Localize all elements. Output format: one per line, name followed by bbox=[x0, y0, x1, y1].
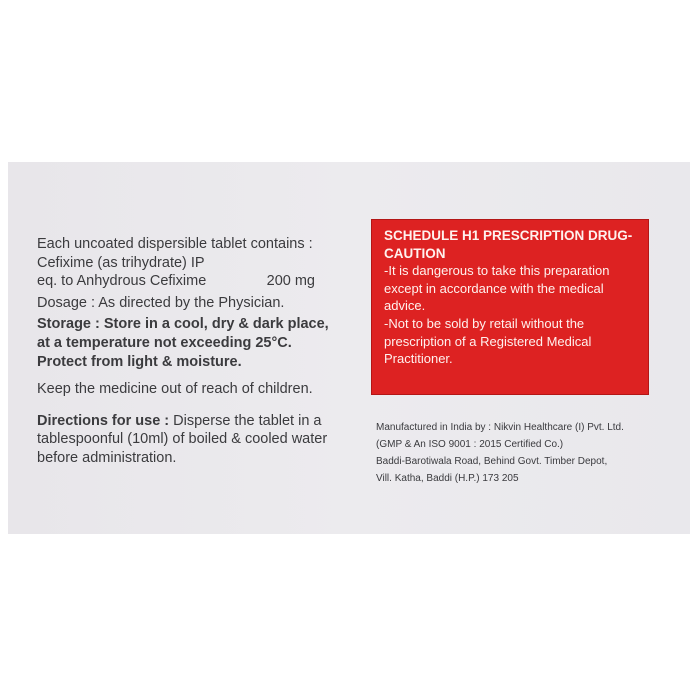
composition-heading: Each uncoated dispersible tablet contains : bbox=[37, 236, 313, 252]
manufacturer-line-1: Manufactured in India by : Nikvin Healthcare (I) Pvt. Ltd. bbox=[376, 422, 624, 433]
strength-value: 200 mg bbox=[266, 273, 315, 290]
manufacturer-line-2: (GMP & An ISO 9001 : 2015 Certified Co.) bbox=[376, 439, 564, 450]
composition-section bbox=[37, 235, 367, 468]
manufacturer-info bbox=[376, 419, 676, 487]
caution-heading-2: CAUTION bbox=[384, 245, 446, 261]
manufacturer-line-4: Vill. Katha, Baddi (H.P.) 173 205 bbox=[376, 473, 519, 484]
caution-text-3: advice. bbox=[384, 298, 426, 314]
caution-text-4: -Not to be sold by retail without the bbox=[384, 315, 585, 331]
storage-text-1: Store in a cool, dry & dark place, bbox=[103, 316, 329, 333]
directions-block bbox=[37, 412, 367, 468]
directions-label: Directions for use : bbox=[37, 412, 174, 429]
caution-text-1: -It is dangerous to take this preparation bbox=[384, 263, 610, 279]
storage-text-3: Protect from light & moisture. bbox=[37, 353, 242, 370]
storage-line-1 bbox=[37, 315, 367, 334]
schedule-h1-caution-box bbox=[371, 219, 649, 395]
directions-text-3: before administration. bbox=[37, 449, 177, 466]
dosage-text: Dosage : As directed by the Physician. bbox=[37, 294, 285, 311]
storage-text-2: at a temperature not exceeding 25°C. bbox=[37, 334, 292, 351]
strength-row bbox=[37, 272, 315, 291]
directions-text-1: Disperse the tablet in a bbox=[173, 412, 322, 429]
storage-block bbox=[37, 315, 367, 371]
storage-label: Storage : bbox=[37, 316, 104, 333]
ingredient-text: Cefixime (as trihydrate) IP bbox=[37, 254, 205, 271]
caution-text-5: prescription of a Registered Medical bbox=[384, 333, 592, 349]
manufacturer-line-3: Baddi-Barotiwala Road, Behind Govt. Timber Depot, bbox=[376, 456, 608, 467]
directions-text-2: tablespoonful (10ml) of boiled & cooled water bbox=[37, 431, 328, 448]
equivalent-text: eq. to Anhydrous Cefixime bbox=[37, 273, 207, 290]
caution-heading-1: SCHEDULE H1 PRESCRIPTION DRUG- bbox=[384, 228, 633, 243]
directions-line-1 bbox=[37, 412, 367, 431]
caution-text-2: except in accordance with the medical bbox=[384, 280, 604, 296]
keep-out-of-reach-text: Keep the medicine out of reach of children. bbox=[37, 381, 313, 398]
caution-text-6: Practitioner. bbox=[384, 351, 453, 367]
